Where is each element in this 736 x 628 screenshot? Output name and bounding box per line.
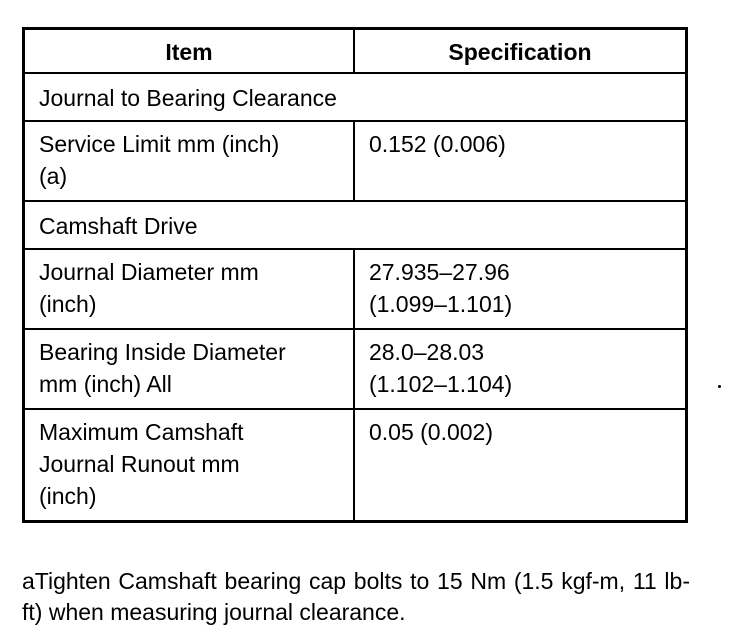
spec-cell: 27.935–27.96 (1.099–1.101) xyxy=(354,249,687,329)
spec-cell: 0.152 (0.006) xyxy=(354,121,687,201)
header-row xyxy=(24,29,687,74)
item-cell: Journal Diameter mm (inch) xyxy=(24,249,354,329)
column-header-specification: Specification xyxy=(354,29,687,74)
scan-speck xyxy=(718,385,721,388)
section-label: Camshaft Drive xyxy=(24,201,687,249)
spec-cell: 0.05 (0.002) xyxy=(354,409,687,522)
item-cell: Maximum Camshaft Journal Runout mm (inch) xyxy=(24,409,354,522)
table-row xyxy=(24,329,687,409)
section-row-journal-clearance xyxy=(24,73,687,121)
column-header-item: Item xyxy=(24,29,354,74)
section-row-camshaft-drive xyxy=(24,201,687,249)
footnote: aTighten Camshaft bearing cap bolts to 15 Nm (1.5 kgf-m, 11 lb-ft) when measuring journal clearance. xyxy=(22,568,690,625)
table-row xyxy=(24,249,687,329)
item-cell: Bearing Inside Diameter mm (inch) All xyxy=(24,329,354,409)
table-row xyxy=(24,121,687,201)
spec-cell: 28.0–28.03 (1.102–1.104) xyxy=(354,329,687,409)
section-label: Journal to Bearing Clearance xyxy=(24,73,687,121)
item-cell: Service Limit mm (inch) (a) xyxy=(24,121,354,201)
specification-table xyxy=(22,27,688,523)
table-row xyxy=(24,409,687,522)
